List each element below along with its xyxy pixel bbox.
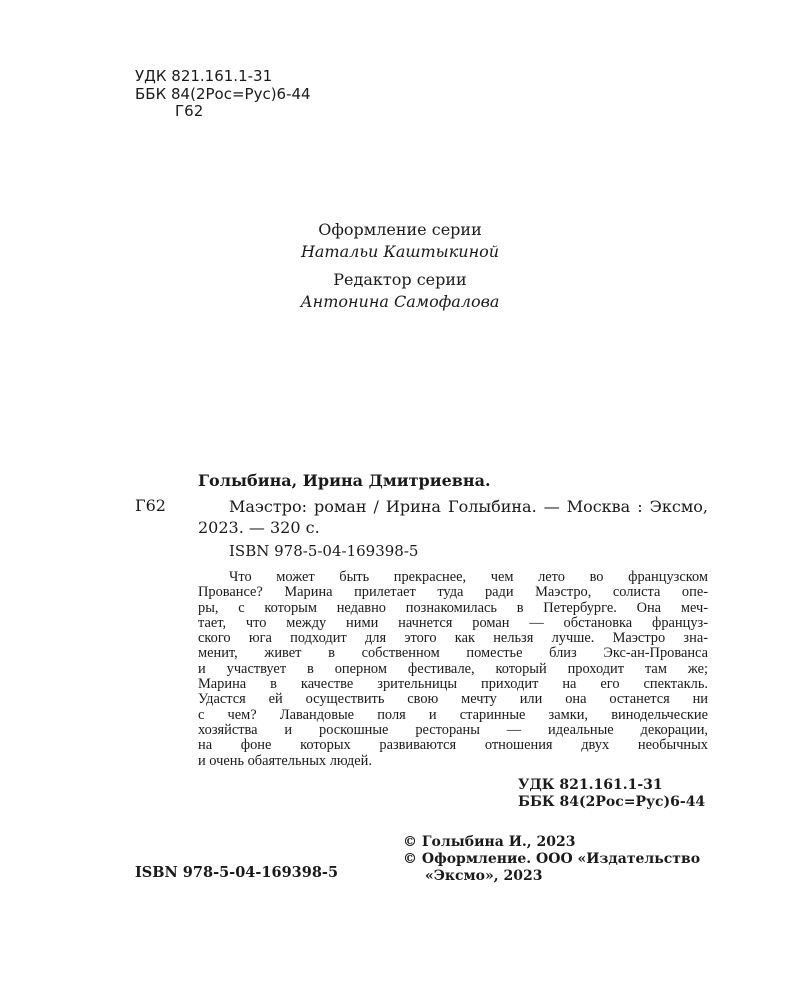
bbk-code: ББК 84(2Рос=Рус)6-44 [518,794,706,810]
annotation [198,570,708,769]
annotation-line: менит, живет в собственном поместье близ Экс-ан-Прованса [198,646,708,662]
annotation-line: Марина в качестве зрительницы приходит на его спектакль. [198,677,708,693]
annotation-line: и очень обаятельных людей. [198,753,372,769]
copyright-design: © Оформление. ООО «Издательство [403,851,701,867]
annotation-line: хозяйства и роскошные рестораны — идеальные декорации, [198,722,708,738]
record-author: Голыбина, Ирина Дмитриевна. [198,471,491,490]
annotation-line: тает, что между ними начнется роман — обстановка француз- [198,615,708,631]
annotation-line: с чем? Лавандовые поля и старинные замки, винодельческие [198,707,708,723]
annotation-line: ского юга подходит для этого как нельзя лучше. Маэстро зна- [198,631,708,647]
annotation-line: Что может быть прекраснее, чем лето во французском [229,570,708,585]
annotation-line: и участвует в оперном фестивале, который проходит там же; [198,661,708,677]
series-credits [0,219,800,313]
copyright-block [403,834,700,885]
design-name: Натальи Каштыкиной [300,242,500,261]
bbk-code: ББК 84(2Рос=Рус)6-44 [135,84,311,103]
annotation-line: Провансе? Марина прилетает туда ради Маэстро, солиста опе- [198,585,708,601]
copyright-author: © Голыбина И., 2023 [403,834,576,850]
copyright-design-continued: «Эксмо», 2023 [425,868,543,884]
record-isbn: ISBN 978-5-04-169398-5 [229,542,419,560]
classification-top [135,68,311,121]
udk-code: УДК 821.161.1-31 [135,67,273,85]
footer-isbn: ISBN 978-5-04-169398-5 [135,864,339,881]
annotation-line: ры, с которым недавно познакомилась в Петербурге. Она меч- [198,600,708,616]
design-role: Оформление серии [318,220,482,239]
record-title-line: Маэстро: роман / Ирина Голыбина. — Москва : Эксмо, 2023. — 320 с. [198,497,708,537]
udk-code: УДК 821.161.1-31 [518,777,663,793]
editor-name: Антонина Самофалова [300,292,500,311]
record-author-mark: Г62 [135,496,166,515]
author-mark: Г62 [175,102,204,120]
annotation-line: на фоне которых развиваются отношения двух необычных [198,738,708,754]
classification-bottom [518,777,705,811]
editor-role: Редактор серии [333,270,467,289]
annotation-line: Удастся ей осуществить свою мечту или она останется ни [198,692,708,708]
